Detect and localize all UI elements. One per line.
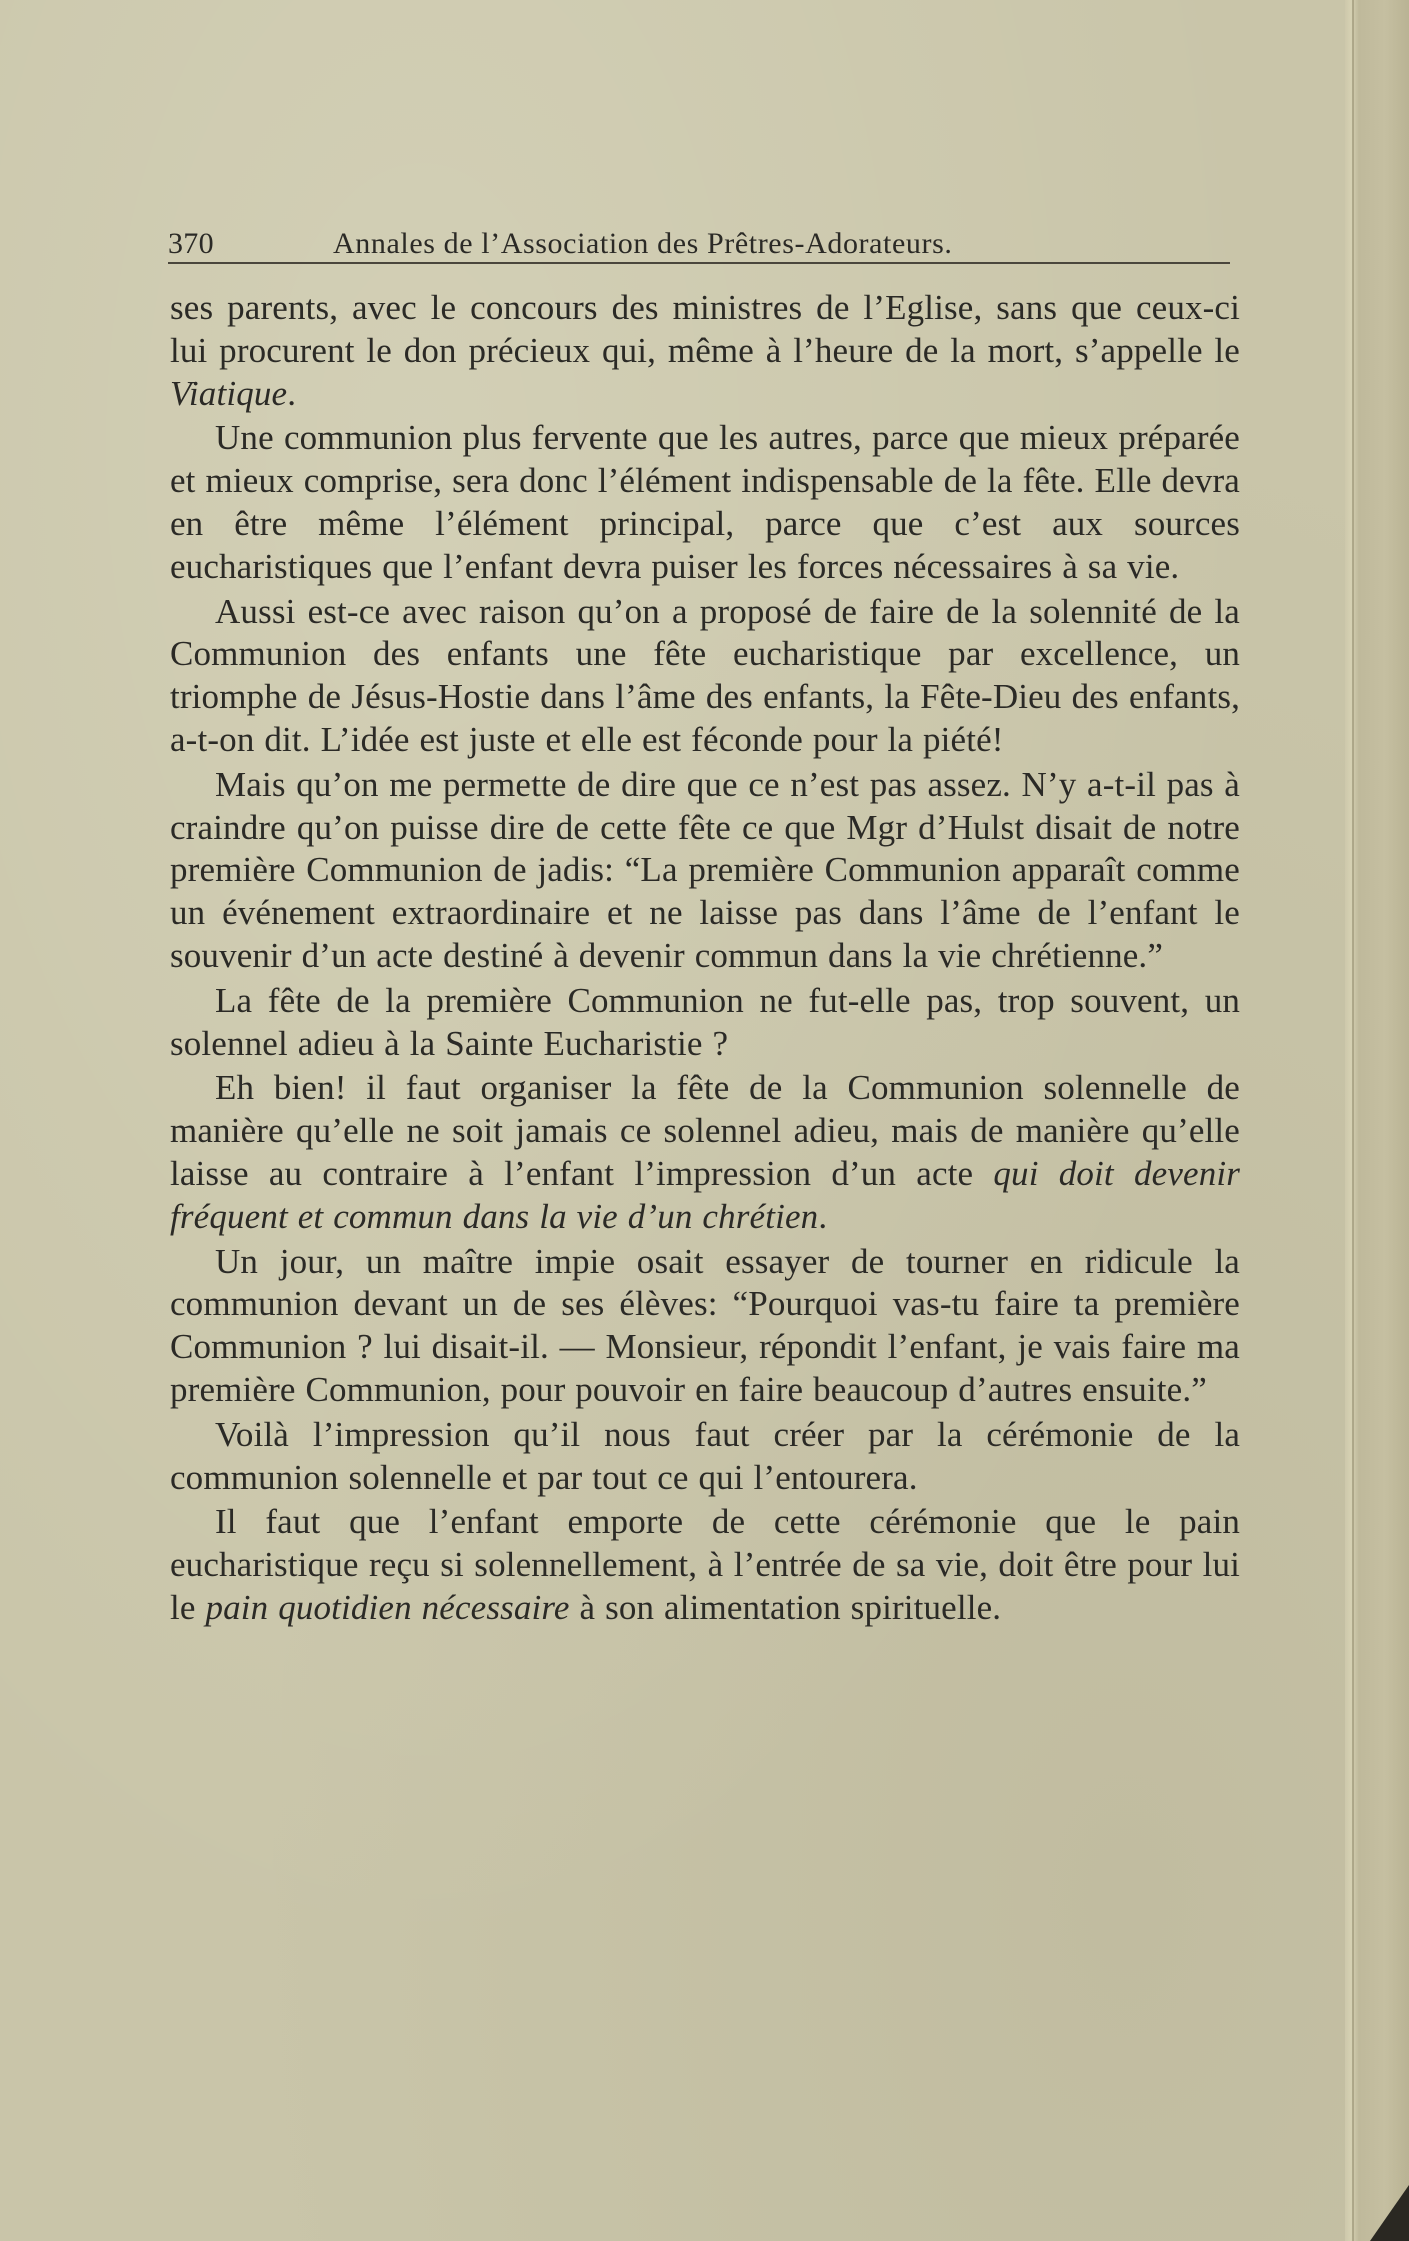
paragraph [170,287,1240,415]
running-title: Annales de l’Association des Prêtres-Adorateurs. [333,227,953,260]
text-run: ses parents, avec le concours des ministres de l’Eglise, sans que ceux-ci lui procurent le don précieux qui, même à l’heure de la mort, s’appelle le [170,288,1240,370]
text-run-italic: Viatique [170,373,288,413]
text-run: . [287,373,297,413]
paragraph [170,980,1240,1066]
body-text [170,287,1240,1630]
text-run: Un jour, un maître impie osait essayer de tourner en ridicule la communion devant un de ses élèves: “Pourquoi vas-tu faire ta première Communion ? lui disait-il. — Monsieur, répondit l’enfant, je vais faire ma première Communion, pour pouvoir en faire beaucoup d’autres ensuite.” [170,1241,1240,1409]
page-header [168,223,1233,263]
text-run: La fête de la première Communion ne fut-elle pas, trop souvent, un solennel adieu à la Sainte Eucharistie ? [170,980,1240,1063]
paragraph [170,1067,1240,1238]
text-run: Une communion plus fervente que les autres, parce que mieux préparée et mieux comprise, sera donc l’élément indispensable de la fête. Elle devra en être même l’élément principal, parce que c’est aux sources eucharistiques que l’enfant devra puiser les forces nécessaires à sa vie. [170,418,1240,586]
text-run-italic: qui doit devenir fréquent et commun dans la vie d’un chrétien [170,1153,1240,1236]
text-run: Mais qu’on me permette de dire que ce n’est pas assez. N’y a-t-il pas à craindre qu’on puisse dire de cette fête ce que Mgr d’Hulst disait de notre première Communion de jadis: “La première Communion apparaît comme un événement extraordinaire et ne laisse pas dans l’âme de l’enfant le souvenir d’un acte destiné à devenir commun dans la vie chrétienne.” [170,764,1240,975]
paragraph [170,591,1240,762]
paragraph [170,764,1240,978]
text-run: à son alimentation spirituelle. [569,1587,1002,1627]
paragraph [170,1501,1240,1629]
text-run: Eh bien! il faut organiser la fête de la Communion solennelle de manière qu’elle ne soit jamais ce solennel adieu, mais de manière qu’elle laisse au contraire à l’enfant l’impression d’un acte [170,1068,1240,1193]
text-run: Il faut que l’enfant emporte de cette cérémonie que le pain eucharistique reçu si solennellement, à l’entrée de sa vie, doit être pour lui le [170,1502,1240,1627]
header-rule [168,262,1230,264]
paragraph [170,1241,1240,1412]
text-run-italic: pain quotidien nécessaire [205,1587,570,1627]
text-run: Voilà l’impression qu’il nous faut créer par la cérémonie de la communion solennelle et par tout ce qui l’entourera. [170,1414,1240,1497]
paragraph [170,1414,1240,1500]
page-edge [1345,0,1409,2241]
paragraph [170,417,1240,588]
page-number: 370 [168,227,214,260]
text-run: Aussi est-ce avec raison qu’on a proposé de faire de la solennité de la Communion des enfants une fête eucharistique par excellence, un triomphe de Jésus-Hostie dans l’âme des enfants, la Fête-Dieu des enfants, a-t-on dit. L’idée est juste et elle est féconde pour la piété! [170,591,1240,759]
text-run: . [818,1196,828,1236]
page-edge-line [1352,0,1354,2241]
